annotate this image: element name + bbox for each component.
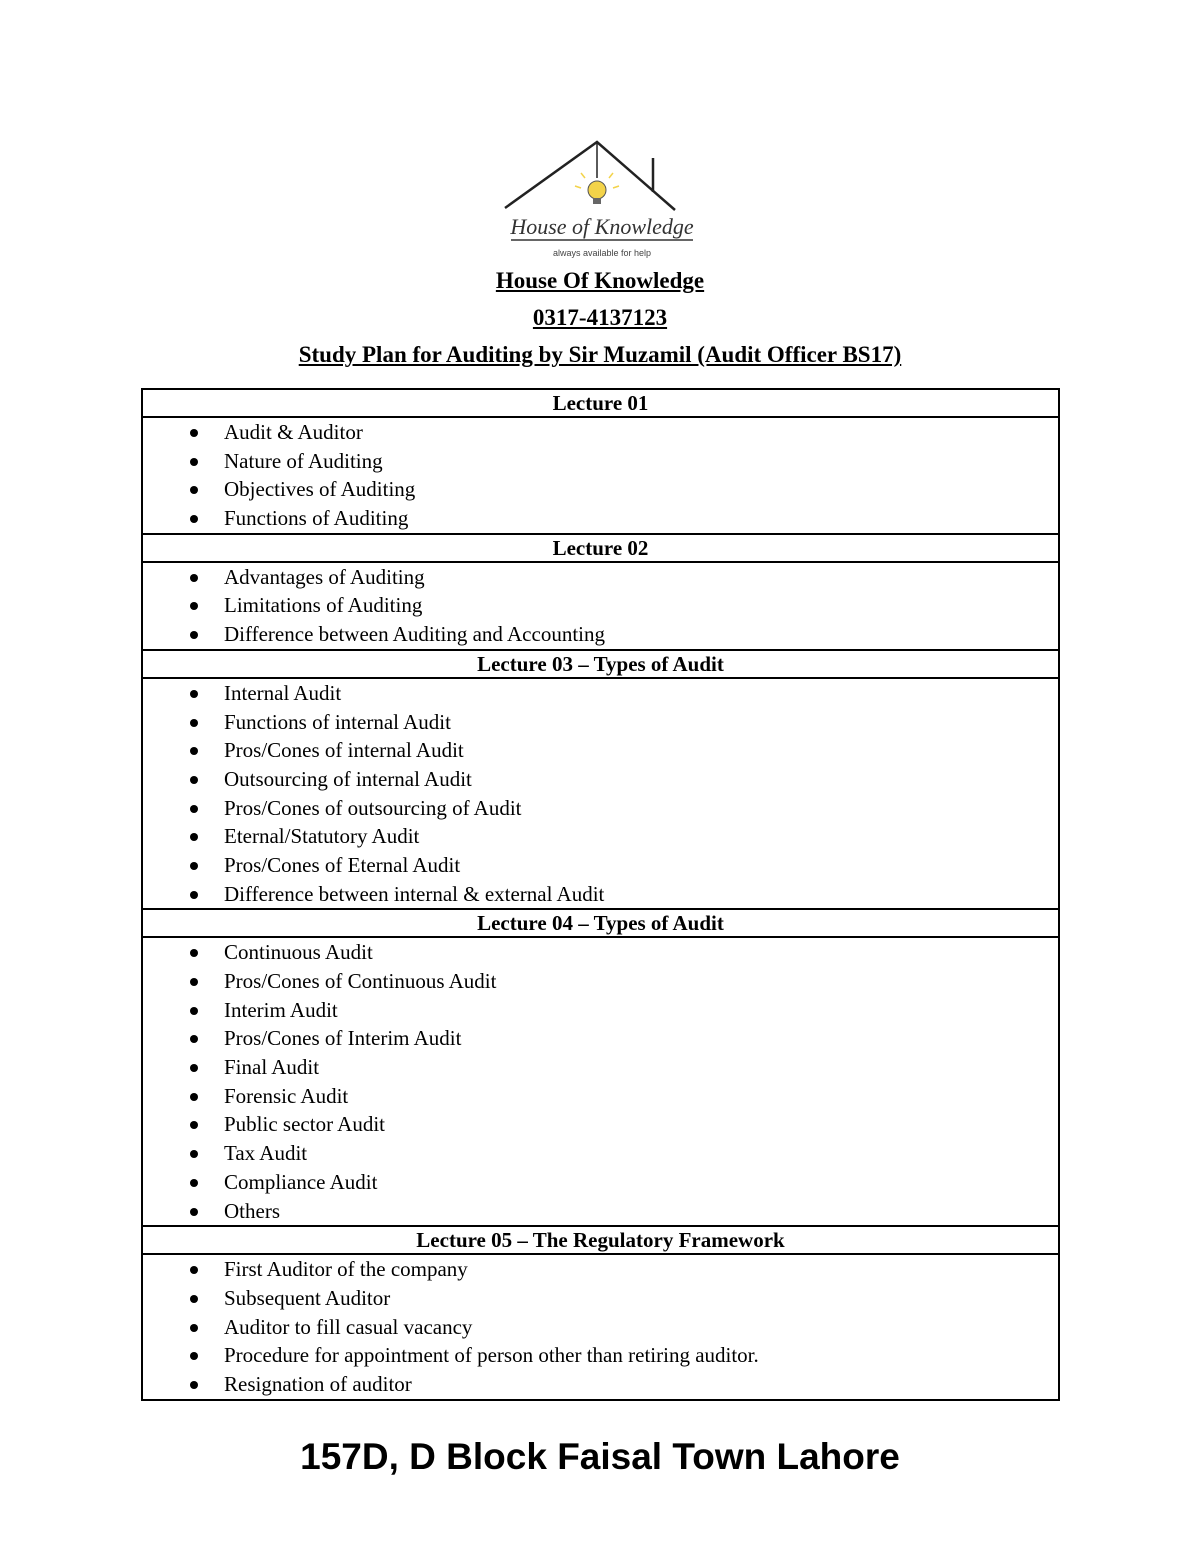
- topic-text: Difference between Auditing and Accounting: [224, 622, 605, 647]
- bullet-icon: [190, 1179, 198, 1187]
- lecture-topics-row: [142, 417, 1059, 534]
- topic-item: [143, 765, 1058, 794]
- topic-item: [143, 563, 1058, 592]
- topic-text: First Auditor of the company: [224, 1257, 468, 1282]
- bullet-icon: [190, 1007, 198, 1015]
- bullet-icon: [190, 1064, 198, 1072]
- topic-text: Limitations of Auditing: [224, 593, 423, 618]
- topic-item: [143, 1168, 1058, 1197]
- topic-item: [143, 447, 1058, 476]
- topic-text: Pros/Cones of internal Audit: [224, 738, 464, 763]
- bullet-icon: [190, 1208, 198, 1216]
- bullet-icon: [190, 862, 198, 870]
- lecture-topics-row: [142, 678, 1059, 910]
- topic-item: [143, 851, 1058, 880]
- topic-item: [143, 794, 1058, 823]
- topic-text: Advantages of Auditing: [224, 564, 425, 589]
- topic-item: [143, 418, 1058, 447]
- topic-text: Outsourcing of internal Audit: [224, 766, 472, 791]
- lecture-topics-row: [142, 1254, 1059, 1399]
- topic-text: Tax Audit: [224, 1141, 308, 1166]
- bullet-icon: [190, 515, 198, 523]
- bullet-icon: [190, 486, 198, 494]
- topic-list: [143, 679, 1058, 909]
- bullet-icon: [190, 805, 198, 813]
- topic-text: Procedure for appointment of person other than retiring auditor.: [224, 1343, 759, 1368]
- lecture-topics-row: [142, 562, 1059, 650]
- lecture-title: Lecture 01: [142, 389, 1059, 417]
- topic-list: [143, 938, 1058, 1225]
- topic-text: Objectives of Auditing: [224, 477, 416, 502]
- bullet-icon: [190, 458, 198, 466]
- lecture-topics-cell: [142, 678, 1059, 910]
- topic-item: [143, 1024, 1058, 1053]
- bullet-icon: [190, 574, 198, 582]
- bullet-icon: [190, 1324, 198, 1332]
- address: 157D, D Block Faisal Town Lahore: [300, 1436, 900, 1477]
- bullet-icon: [190, 1295, 198, 1303]
- topic-item: [143, 967, 1058, 996]
- topic-item: [143, 591, 1058, 620]
- topic-text: Compliance Audit: [224, 1169, 378, 1194]
- topic-text: Auditor to fill casual vacancy: [224, 1314, 473, 1339]
- bullet-icon: [190, 1121, 198, 1129]
- topic-item: [143, 475, 1058, 504]
- topic-item: [143, 620, 1058, 649]
- house-of-knowledge-logo: [497, 138, 707, 262]
- topic-text: Nature of Auditing: [224, 448, 383, 473]
- bullet-icon: [190, 631, 198, 639]
- lecture-title: Lecture 04 – Types of Audit: [142, 909, 1059, 937]
- lecture-topics-cell: [142, 937, 1059, 1226]
- topic-item: [143, 822, 1058, 851]
- topic-text: Public sector Audit: [224, 1112, 385, 1137]
- topic-text: Forensic Audit: [224, 1083, 349, 1108]
- topic-item: [143, 1284, 1058, 1313]
- roof-lightbulb-icon: [505, 142, 675, 210]
- topic-item: [143, 1053, 1058, 1082]
- topic-item: [143, 708, 1058, 737]
- topic-list: [143, 563, 1058, 649]
- bullet-icon: [190, 1150, 198, 1158]
- topic-text: Difference between internal & external Audit: [224, 881, 605, 906]
- lecture-title-row: [142, 389, 1059, 417]
- bullet-icon: [190, 747, 198, 755]
- topic-item: [143, 1110, 1058, 1139]
- bullet-icon: [190, 833, 198, 841]
- study-plan-title: Study Plan for Auditing by Sir Muzamil (Audit Officer BS17): [298, 342, 902, 367]
- lecture-topics-cell: [142, 1254, 1059, 1399]
- lecture-topics-cell: [142, 417, 1059, 534]
- lecture-title: Lecture 02: [142, 534, 1059, 562]
- topic-text: Pros/Cones of outsourcing of Audit: [224, 795, 522, 820]
- topic-text: Pros/Cones of Eternal Audit: [224, 852, 461, 877]
- topic-item: [143, 504, 1058, 533]
- lecture-title-row: [142, 909, 1059, 937]
- topic-text: Continuous Audit: [224, 940, 373, 965]
- bullet-icon: [190, 978, 198, 986]
- bullet-icon: [190, 1093, 198, 1101]
- lecture-title: Lecture 03 – Types of Audit: [142, 650, 1059, 678]
- topic-text: Pros/Cones of Continuous Audit: [224, 969, 497, 993]
- lecture-title-row: [142, 534, 1059, 562]
- topic-text: Pros/Cones of Interim Audit: [224, 1026, 462, 1051]
- bullet-icon: [190, 949, 198, 957]
- bullet-icon: [190, 1352, 198, 1360]
- bullet-icon: [190, 1381, 198, 1389]
- topic-item: [143, 1341, 1058, 1370]
- topic-item: [143, 1255, 1058, 1284]
- topic-text: Final Audit: [224, 1055, 320, 1080]
- topic-item: [143, 1197, 1058, 1226]
- topic-text: Interim Audit: [224, 997, 338, 1022]
- topic-item: [143, 679, 1058, 708]
- bullet-icon: [190, 602, 198, 610]
- topic-text: Internal Audit: [224, 680, 342, 705]
- topic-item: [143, 996, 1058, 1025]
- bullet-icon: [190, 719, 198, 727]
- logo-wordmark: House of Knowledge: [510, 214, 694, 239]
- topic-list: [143, 418, 1058, 533]
- topic-text: Functions of Auditing: [224, 506, 409, 531]
- topic-item: [143, 1313, 1058, 1342]
- phone-number: 0317-4137123: [532, 305, 668, 330]
- topic-item: [143, 880, 1058, 909]
- bullet-icon: [190, 776, 198, 784]
- topic-text: Subsequent Auditor: [224, 1285, 391, 1310]
- lecture-topics-row: [142, 937, 1059, 1226]
- study-plan-table: [141, 388, 1060, 1401]
- bullet-icon: [190, 1035, 198, 1043]
- bullet-icon: [190, 1266, 198, 1274]
- lecture-topics-cell: [142, 562, 1059, 650]
- topic-item: [143, 938, 1058, 967]
- topic-text: Resignation of auditor: [224, 1371, 412, 1396]
- topic-item: [143, 1370, 1058, 1399]
- topic-text: Eternal/Statutory Audit: [224, 824, 420, 849]
- org-name: House Of Knowledge: [495, 268, 705, 293]
- bullet-icon: [190, 429, 198, 437]
- topic-item: [143, 1139, 1058, 1168]
- lecture-title-row: [142, 650, 1059, 678]
- topic-text: Functions of internal Audit: [224, 709, 451, 734]
- topic-item: [143, 1082, 1058, 1111]
- lecture-title: Lecture 05 – The Regulatory Framework: [142, 1226, 1059, 1254]
- lecture-title-row: [142, 1226, 1059, 1254]
- topic-text: Others: [224, 1198, 280, 1223]
- topic-text: Audit & Auditor: [224, 420, 363, 444]
- topic-item: [143, 736, 1058, 765]
- bullet-icon: [190, 891, 198, 899]
- topic-list: [143, 1255, 1058, 1398]
- logo-tagline: always available for help: [552, 248, 652, 258]
- bullet-icon: [190, 690, 198, 698]
